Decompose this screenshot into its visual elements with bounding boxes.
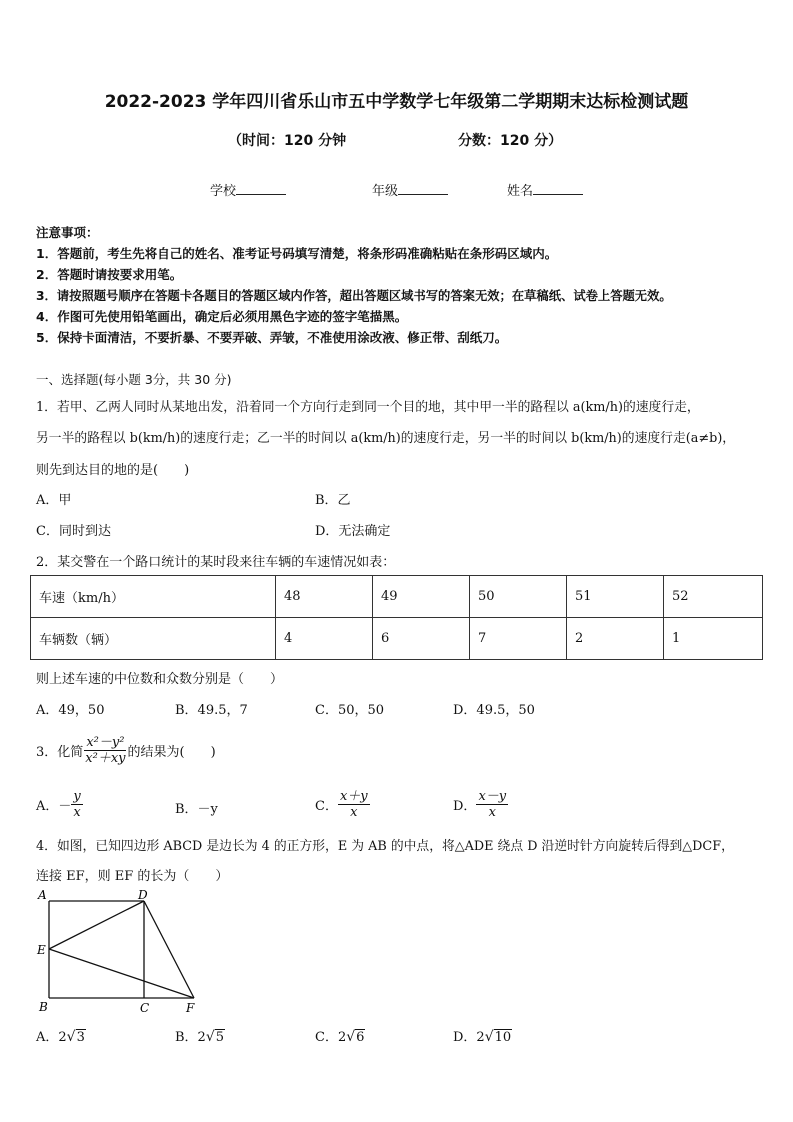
- table-cell: 50: [470, 576, 567, 618]
- q4-option-a[interactable]: [36, 1026, 86, 1045]
- q3-numerator: x²－y²: [86, 735, 125, 750]
- page-title: 2022-2023 学年四川省乐山市五中学数学七年级第二学期期末达标检测试题: [104, 92, 689, 112]
- q3-prefix: 3．化简: [36, 745, 84, 760]
- notice-item: 1．答题前，考生先将自己的姓名、准考证号码填写清楚，将条形码准确粘贴在条形码区域内。: [36, 246, 558, 261]
- segment-ed: [49, 901, 144, 949]
- q3-option-a[interactable]: [36, 789, 83, 820]
- q3-option-c[interactable]: [315, 789, 370, 820]
- table-cell: 4: [276, 618, 373, 660]
- q2-option-d[interactable]: D．49.5，50: [453, 703, 535, 718]
- q3-option-d[interactable]: [453, 789, 508, 820]
- q4-line1: 4．如图，已知四边形 ABCD 是边长为 4 的正方形，E 为 AB 的中点，将△ADE 绕点 D 沿逆时针方向旋转后得到△DCF，: [36, 839, 734, 854]
- label-c: C: [140, 1001, 150, 1015]
- q3-option-a-den: x: [73, 805, 81, 820]
- q2-option-a[interactable]: A．49，50: [36, 703, 105, 718]
- label-d: D: [138, 888, 148, 902]
- label-b: B: [39, 1000, 48, 1014]
- name-blank: [533, 182, 583, 195]
- radical-icon: √: [66, 1029, 76, 1045]
- q3-option-d-den: x: [488, 805, 496, 820]
- q4-option-c-label: C．2: [315, 1030, 347, 1045]
- table-cell: 2: [567, 618, 664, 660]
- table-cell: 1: [664, 618, 763, 660]
- school-label: 学校: [210, 184, 237, 199]
- q4-option-b[interactable]: [175, 1026, 225, 1045]
- notice-item: 5．保持卡面清洁，不要折暴、不要弄破、弄皱，不准使用涂改液、修正带、刮纸刀。: [36, 330, 508, 345]
- q4-option-d-radicand: 10: [494, 1030, 512, 1045]
- q4-option-a-radicand: 3: [76, 1030, 85, 1045]
- q4-option-a-label: A．2: [36, 1030, 67, 1045]
- q3-option-c-label: C．: [315, 799, 338, 814]
- radical-icon: √: [205, 1029, 215, 1045]
- q4-option-c[interactable]: [315, 1026, 365, 1045]
- q3-option-a-num: y: [73, 789, 81, 804]
- q1-line3: 则先到达目的地的是( ): [36, 463, 190, 478]
- q1-line2: 另一半的路程以 b(km/h)的速度行走；乙一半的时间以 a(km/h)的速度行走，另一半的时间以 b(km/h)的速度行走(a≠b)，: [36, 431, 736, 446]
- table-cell: 51: [567, 576, 664, 618]
- q3-option-c-den: x: [350, 805, 358, 820]
- q4-option-d-label: D．2: [453, 1030, 485, 1045]
- section-heading: 一、选择题(每小题 3分，共 30 分): [36, 372, 232, 387]
- school-field: [210, 180, 286, 199]
- q3-suffix: 的结果为( ): [127, 745, 216, 760]
- notice-item: 2．答题时请按要求用笔。: [36, 267, 183, 282]
- label-a: A: [38, 888, 47, 902]
- speed-table: [30, 575, 763, 660]
- q2-question: 则上述车速的中位数和众数分别是（ ）: [36, 672, 284, 687]
- table-cell: 49: [373, 576, 470, 618]
- table-row: [31, 576, 763, 618]
- q3-option-c-num: x＋y: [339, 789, 368, 804]
- radical-icon: √: [346, 1029, 356, 1045]
- q4-option-b-label: B．2: [175, 1030, 206, 1045]
- school-blank: [236, 182, 286, 195]
- name-field: [507, 180, 583, 199]
- q4-option-c-radicand: 6: [356, 1030, 365, 1045]
- name-label: 姓名: [507, 184, 534, 199]
- table-cell: 车辆数（辆）: [31, 618, 276, 660]
- q4-option-b-radicand: 5: [215, 1030, 225, 1045]
- grade-field: [372, 180, 448, 199]
- notice-item: 4．作图可先使用铅笔画出，确定后必须用黑色字迹的签字笔描黑。: [36, 309, 408, 324]
- grade-blank: [398, 182, 448, 195]
- grade-label: 年级: [372, 184, 399, 199]
- q1-option-c[interactable]: C．同时到达: [36, 524, 111, 539]
- q3-option-a-label: A．－: [36, 799, 72, 814]
- q3-option-a-fraction: [71, 789, 82, 820]
- table-cell: 52: [664, 576, 763, 618]
- q2-option-b[interactable]: B．49.5，7: [175, 703, 248, 718]
- q3-option-d-label: D．: [453, 799, 477, 814]
- q3-option-d-num: x－y: [478, 789, 507, 804]
- label-f: F: [186, 1001, 195, 1015]
- q3-option-d-fraction: [476, 789, 508, 820]
- q4-option-d[interactable]: [453, 1026, 512, 1045]
- radical-icon: √: [484, 1029, 494, 1045]
- q1-option-d[interactable]: D．无法确定: [315, 524, 391, 539]
- q1-line1: 1．若甲、乙两人同时从某地出发，沿着同一个方向行走到同一个目的地，其中甲一半的路程以 a(km/h)的速度行走，: [36, 400, 700, 415]
- q4-line2: 连接 EF，则 EF 的长为（ ）: [36, 869, 229, 884]
- square-rotation-figure: [34, 886, 204, 1016]
- table-row: [31, 618, 763, 660]
- q2-option-c[interactable]: C．50，50: [315, 703, 385, 718]
- q3-denominator: x²＋xy: [85, 751, 126, 766]
- q3-stem: [36, 735, 216, 766]
- q3-option-c-fraction: [338, 789, 370, 820]
- notice-heading: 注意事项：: [36, 225, 99, 240]
- label-e: E: [37, 943, 46, 957]
- table-cell: 48: [276, 576, 373, 618]
- notice-item: 3．请按照题号顺序在答题卡各题目的答题区域内作答，超出答题区域书写的答案无效；在草稿纸、试卷上答题无效。: [36, 289, 672, 303]
- q2-stem: 2．某交警在一个路口统计的某时段来往车辆的车速情况如表：: [36, 555, 396, 570]
- q3-option-b[interactable]: B．－y: [175, 802, 218, 817]
- table-cell: 6: [373, 618, 470, 660]
- q3-fraction: [83, 735, 127, 766]
- exam-score: 分数：120 分）: [458, 133, 563, 149]
- exam-time: （时间：120 分钟: [228, 133, 347, 149]
- table-cell: 车速（km/h）: [31, 576, 276, 618]
- table-cell: 7: [470, 618, 567, 660]
- q1-option-a[interactable]: A．甲: [36, 493, 72, 508]
- q1-option-b[interactable]: B．乙: [315, 493, 351, 508]
